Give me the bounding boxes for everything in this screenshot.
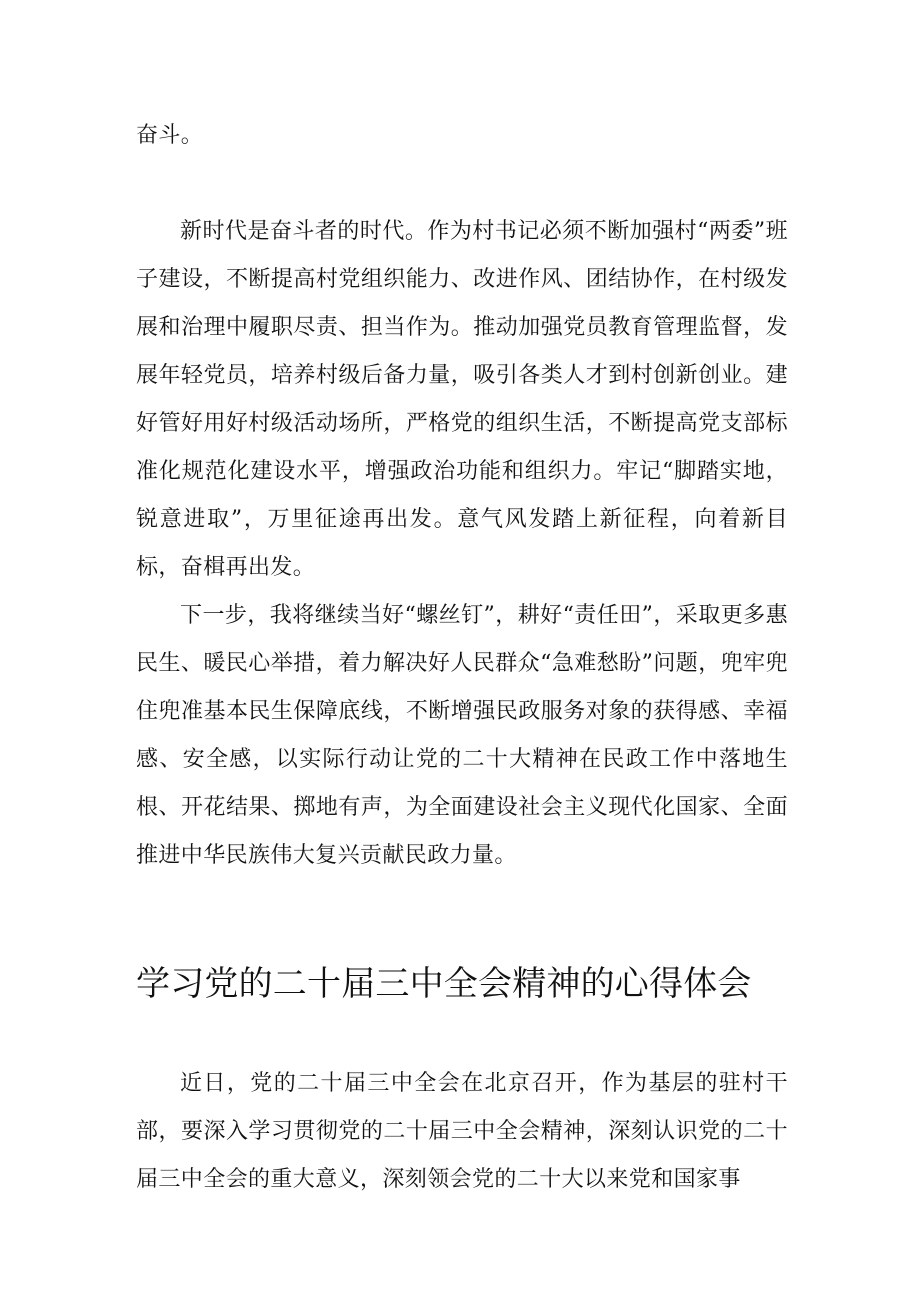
paragraph-new-era: 新时代是奋斗者的时代。作为村书记必须不断加强村“两委”班子建设，不断提高村党组织能力、改进作风、团结协作，在村级发展和治理中履职尽责、担当作为。推动加强党员教育管理监督，发展年轻党员，培养村级后备力量，吸引各类人才到村创新创业。建好管好用好村级活动场所，严格党的组织生活，不断提高党支部标准化规范化建设水平，增强政治功能和组织力。牢记“脚踏实地，锐意进取”，万里征途再出发。意气风发踏上新征程，向着新目标，奋楫再出发。	[136, 219, 788, 580]
paragraph-next-step: 下一步，我将继续当好“螺丝钉”，耕好“责任田”，采取更多惠民生、暖民心举措，着力解决好人民群众“急难愁盼”问题，兜牢兜住兜准基本民生保障底线，不断增强民政服务对象的获得感、幸福感、安全感，以实际行动让党的二十大精神在民政工作中落地生根、开花结果、掷地有声，为全面建设社会主义现代化国家、全面推进中华民族伟大复兴贡献民政力量。	[136, 603, 788, 868]
section-heading: 学习党的二十届三中全会精神的心得体会	[136, 964, 752, 1004]
document-content	[136, 112, 788, 1204]
paragraph-recent: 近日，党的二十届三中全会在北京召开，作为基层的驻村干部，要深入学习贯彻党的二十届三中全会精神，深刻认识党的二十届三中全会的重大意义，深刻领会党的二十大以来党和国家事	[136, 1071, 788, 1192]
paragraph-continuation: 奋斗。	[136, 123, 204, 148]
